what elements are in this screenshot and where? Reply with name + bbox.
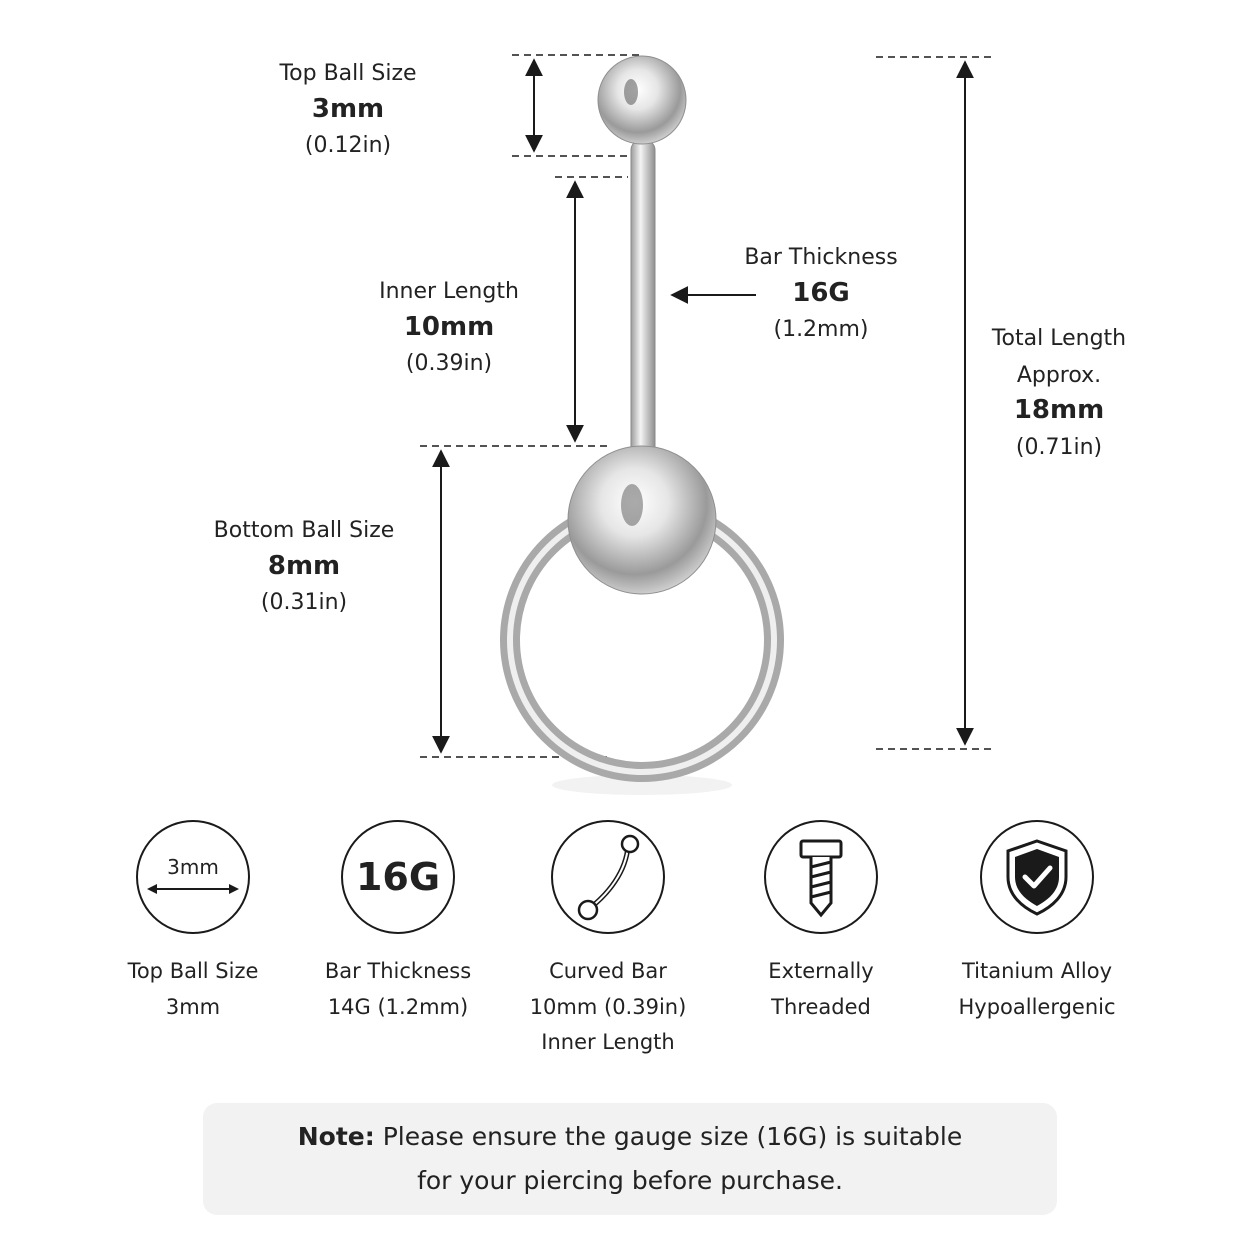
bottom-ball-size-inches: (0.31in) bbox=[260, 590, 348, 616]
bar-thickness-value: 16G bbox=[792, 277, 850, 308]
top-ball bbox=[598, 56, 686, 144]
note-text-1: Please ensure the gauge size (16G) is suitable bbox=[374, 1122, 963, 1151]
bar-thickness-title: Bar Thickness bbox=[744, 245, 898, 270]
feature-line-2: Hypoallergenic bbox=[958, 994, 1116, 1019]
top-ball-size-title: Top Ball Size bbox=[279, 61, 417, 86]
inner-length-title: Inner Length bbox=[379, 279, 519, 304]
bar bbox=[631, 140, 655, 460]
belly-ring-illustration bbox=[510, 56, 774, 795]
feature-curved-bar bbox=[508, 820, 708, 1061]
feature-caption bbox=[508, 954, 708, 1061]
note-box bbox=[203, 1103, 1057, 1215]
total-length-title: Total Length bbox=[991, 326, 1127, 351]
top-ball-size-label bbox=[248, 60, 448, 161]
bottom-ball-size-title: Bottom Ball Size bbox=[213, 518, 395, 543]
total-length-inches: (0.71in) bbox=[1015, 434, 1103, 460]
note-line-2: for your piercing before purchase. bbox=[417, 1166, 843, 1195]
feature-line-1: Bar Thickness bbox=[324, 959, 472, 983]
feature-titanium-alloy bbox=[937, 820, 1137, 1025]
ball-size-icon-text: 3mm bbox=[167, 854, 219, 879]
bottom-ball-size-label bbox=[189, 517, 419, 618]
feature-line-2: 10mm (0.39in) bbox=[529, 994, 687, 1019]
double-arrow-icon bbox=[145, 882, 241, 896]
bar-thickness-mm: (1.2mm) bbox=[773, 317, 869, 343]
top-ball-size-value: 3mm bbox=[311, 93, 385, 124]
gauge-icon bbox=[341, 820, 455, 934]
note-line-1 bbox=[203, 1115, 1057, 1159]
inner-length-inches: (0.39in) bbox=[405, 351, 493, 377]
feature-line-2: Threaded bbox=[771, 994, 871, 1019]
feature-caption bbox=[93, 954, 293, 1025]
inner-length-value: 10mm bbox=[403, 311, 495, 342]
feature-line-3: Inner Length bbox=[541, 1030, 675, 1055]
feature-externally-threaded bbox=[721, 820, 921, 1025]
feature-bar-thickness bbox=[298, 820, 498, 1025]
feature-line-1: Curved Bar bbox=[549, 959, 667, 983]
screw-icon bbox=[764, 820, 878, 934]
feature-line-1: Externally bbox=[768, 959, 874, 983]
top-ball-size-inches: (0.12in) bbox=[304, 133, 392, 159]
feature-top-ball-size bbox=[93, 820, 293, 1025]
shield-check-icon bbox=[980, 820, 1094, 934]
total-length-label bbox=[959, 325, 1159, 463]
ball-size-icon bbox=[136, 820, 250, 934]
feature-line-2: 14G (1.2mm) bbox=[327, 994, 469, 1019]
feature-caption bbox=[298, 954, 498, 1025]
feature-line-1: Top Ball Size bbox=[127, 959, 259, 983]
inner-length-label bbox=[349, 278, 549, 379]
bottom-ball bbox=[568, 446, 716, 594]
feature-line-1: Titanium Alloy bbox=[961, 959, 1112, 983]
curved-bar-icon bbox=[551, 820, 665, 934]
feature-caption bbox=[721, 954, 921, 1025]
feature-caption bbox=[937, 954, 1137, 1025]
bar-thickness-label bbox=[721, 244, 921, 345]
gauge-icon-text: 16G bbox=[355, 855, 441, 899]
bottom-ball-size-value: 8mm bbox=[267, 550, 341, 581]
feature-line-2: 3mm bbox=[165, 994, 221, 1019]
total-length-value: 18mm bbox=[1013, 395, 1105, 426]
total-length-approx: Approx. bbox=[1016, 362, 1102, 388]
note-prefix: Note: bbox=[297, 1122, 375, 1151]
